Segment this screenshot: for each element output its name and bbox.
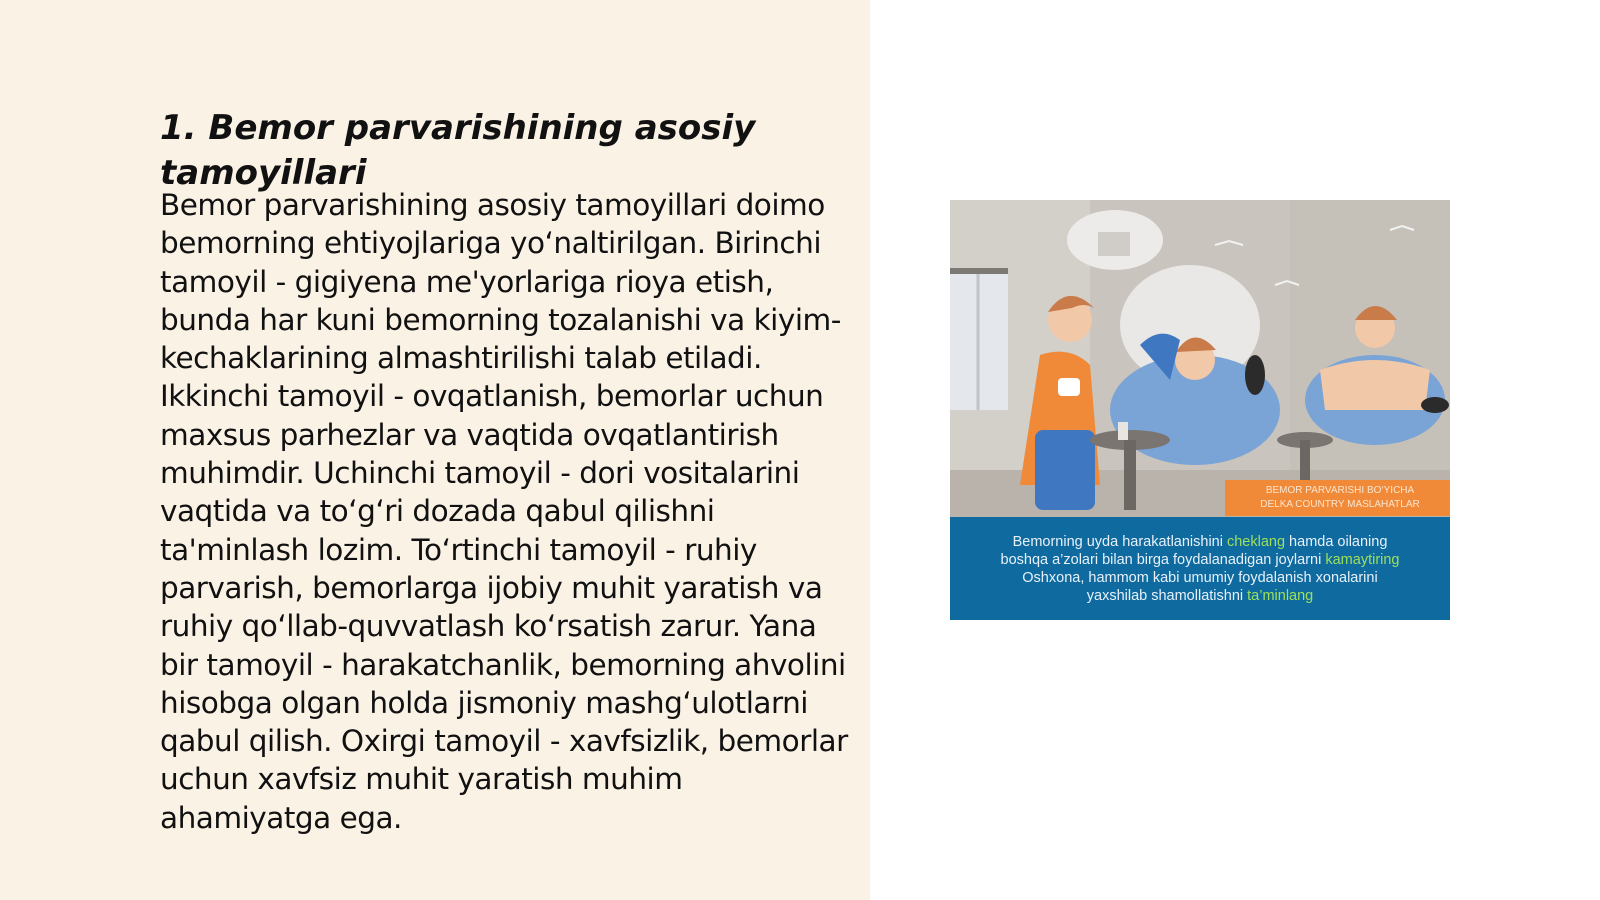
caption-line-4: yaxshilab shamollatishni ta’minlang xyxy=(1086,588,1314,604)
slide-body-text: Bemor parvarishining asosiy tamoyillari doimo bemorning ehtiyojlariga yo‘naltirilgan. Birinchi tamoyil - gigiyena me'yorlariga rioya etish, bunda har kuni bemorning tozalanishi va kiyim-kechaklarining almashtirilishi talab etiladi. Ikkinchi tamoyil - ovqatlanish, bemorlar uchun maxsus parhezlar va vaqtida ovqatlantirish muhimdir. Uchinchi tamoyil - dori vositalarini vaqtida va to‘g‘ri dozada qabul qilishni ta'minlash lozim. To‘rtinchi tamoyil - ruhiy parvarish, bemorlarga ijobiy muhit yaratish va ruhiy qo‘llab-quvvatlash ko‘rsatish zarur. Yana bir tamoyil - harakatchanlik, bemorning ahvolini hisobga olgan holda jismoniy mashg‘ulotlarni qabul qilish. Oxirgi tamoyil - xavfsizlik, bemorlar uchun xavfsiz muhit yaratish muhim ahamiyatga ega. xyxy=(160,188,848,835)
caption-line-2: boshqa a’zolari bilan birga foydalanadigan joylarni kamaytiring xyxy=(1000,552,1400,568)
patient-care-illustration xyxy=(950,200,1450,620)
caption-band xyxy=(950,517,1450,620)
banner-line1: BEMOR PARVARISHI BO‘YICHA xyxy=(1265,485,1415,496)
caption-line-1: Bemorning uyda harakatlanishini cheklang hamda oilaning xyxy=(1012,534,1388,550)
slide-heading: 1. Bemor parvarishining asosiy tamoyillari xyxy=(160,108,756,193)
banner-line2: DELKA COUNTRY MASLAHATLAR xyxy=(1260,499,1420,510)
caption-line-3: Oshxona, hammom kabi umumiy foydalanish xonalarini xyxy=(1022,570,1378,586)
